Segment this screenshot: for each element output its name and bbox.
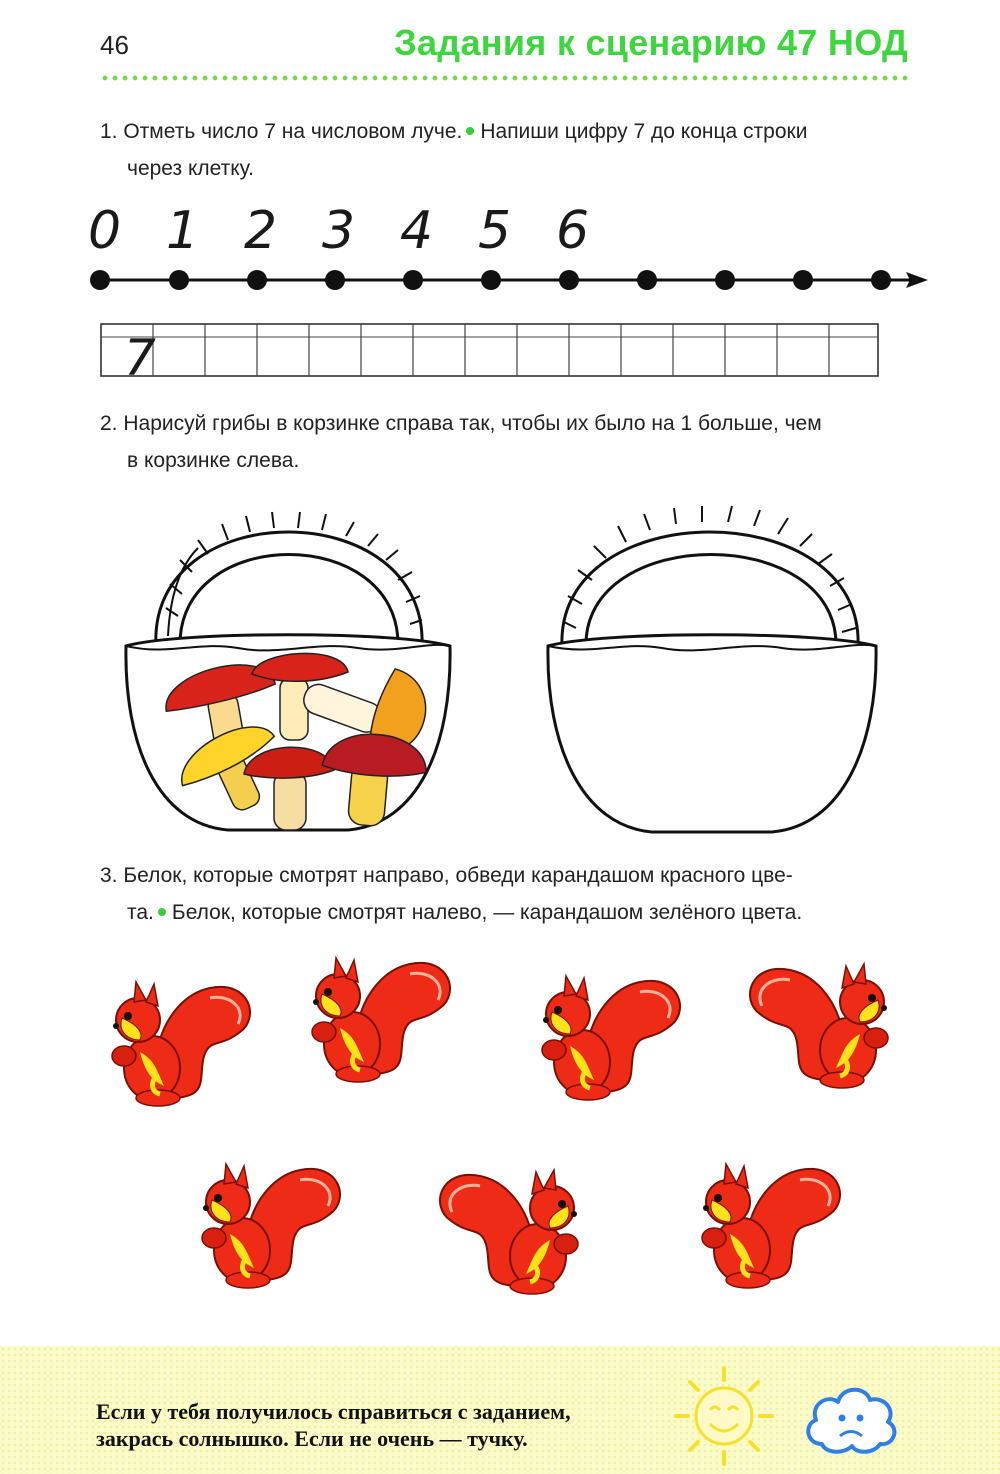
task-3-text (100, 857, 915, 931)
empty-basket[interactable] (542, 496, 882, 841)
task-1-text (100, 113, 915, 187)
sun-icon[interactable] (668, 1362, 780, 1470)
ray-point[interactable] (637, 270, 657, 290)
footer-line-2: закрась солнышко. Если не очень — тучку. (96, 1426, 528, 1451)
ray-digit: 6 (556, 201, 590, 261)
task-1-line-2: через клетку. (127, 157, 254, 180)
ray-point[interactable] (90, 270, 110, 290)
ray-point[interactable] (715, 270, 735, 290)
task-2-line-2: в корзинке слева. (127, 449, 300, 472)
header-dotted-divider (100, 74, 908, 82)
ray-digit: 0 (88, 201, 122, 261)
sample-digit: 7 (124, 329, 156, 380)
task-2-text (100, 405, 915, 479)
squirrel-facing-left[interactable] (530, 962, 690, 1112)
ray-point[interactable] (247, 270, 267, 290)
task-3-line-2a: та. (127, 901, 154, 924)
task-3-line-2b: Белок, которые смотрят налево, — карандашом зелёного цвета. (171, 901, 803, 924)
task-3-line-1: 3. Белок, которые смотрят направо, обведи карандашом красного цве- (100, 864, 793, 887)
task-1-line-1a: 1. Отметь число 7 на числовом луче. (100, 120, 463, 143)
number-ray (80, 190, 940, 300)
ray-point[interactable] (793, 270, 813, 290)
writing-cells[interactable] (100, 322, 882, 380)
squirrel-facing-right[interactable] (430, 1156, 590, 1306)
bullet-icon (466, 127, 474, 135)
page-title: Задания к сценарию 47 НОД (394, 22, 908, 63)
squirrel-facing-left[interactable] (100, 968, 260, 1118)
ray-point[interactable] (325, 270, 345, 290)
ray-digit: 3 (322, 201, 356, 261)
squirrel-facing-left[interactable] (190, 1150, 350, 1300)
page-number: 46 (100, 30, 129, 60)
basket-with-mushrooms (118, 496, 458, 841)
task-1-line-1b: Напиши цифру 7 до конца строки (480, 120, 808, 143)
ray-point[interactable] (559, 270, 579, 290)
ray-point[interactable] (871, 270, 891, 290)
ray-digit: 5 (478, 201, 512, 261)
squirrel-facing-right[interactable] (740, 950, 900, 1100)
cloud-icon[interactable] (800, 1378, 900, 1456)
ray-point[interactable] (403, 270, 423, 290)
ray-digit: 2 (244, 201, 278, 261)
ray-digit: 4 (400, 201, 434, 261)
footer-line-1: Если у тебя получилось справиться с заданием, (96, 1399, 571, 1424)
task-2-line-1: 2. Нарисуй грибы в корзинке справа так, чтобы их было на 1 больше, чем (100, 412, 822, 435)
ray-point[interactable] (481, 270, 501, 290)
squirrel-facing-left[interactable] (690, 1150, 850, 1300)
squirrel-facing-left[interactable] (300, 944, 460, 1094)
ray-point[interactable] (169, 270, 189, 290)
bullet-icon (158, 908, 166, 916)
self-assessment-text (96, 1398, 571, 1452)
ray-digit: 1 (166, 201, 200, 261)
